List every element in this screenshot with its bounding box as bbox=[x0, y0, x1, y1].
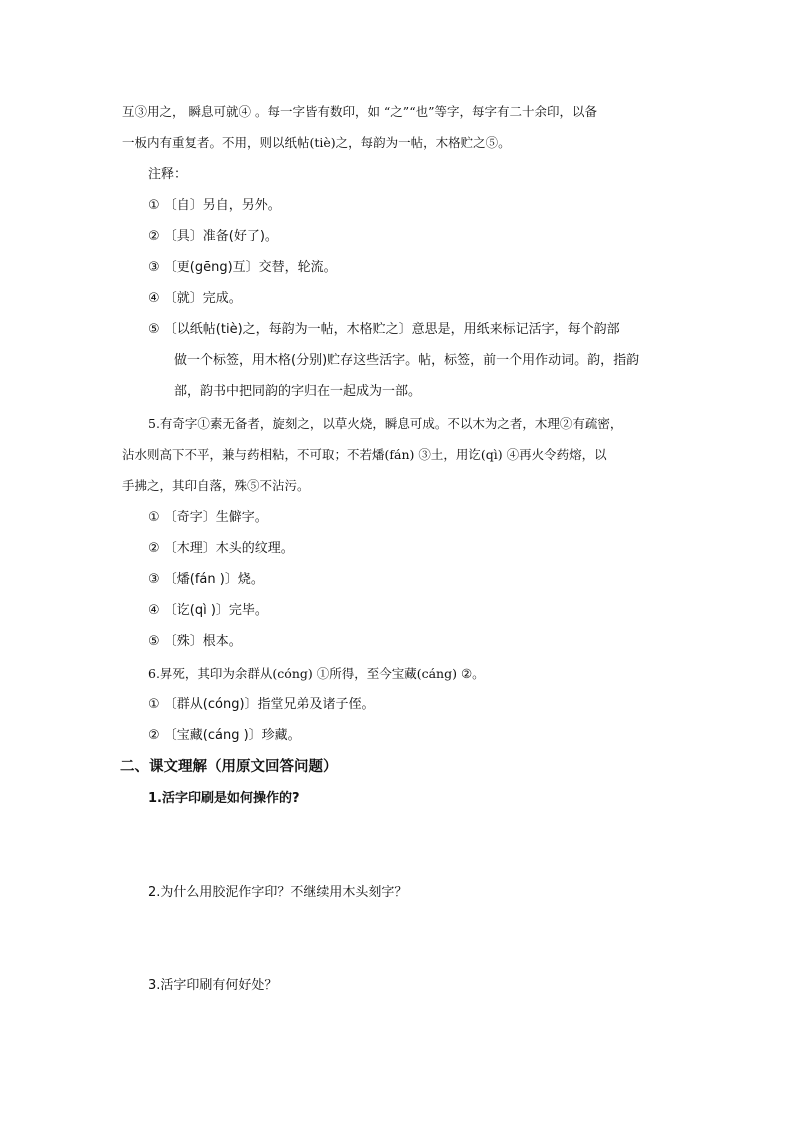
note-item: ② 〔宝藏(cáng )〕珍藏。 bbox=[148, 728, 301, 743]
note-item: ① 〔奇字〕生僻字。 bbox=[148, 510, 268, 525]
note-item: ① 〔群从(cóng)〕指堂兄弟及诸子侄。 bbox=[148, 697, 375, 712]
passage6-line1: 6.昇死，其印为余群从(cóng) ①所得，至今宝藏(cáng) ②。 bbox=[148, 666, 485, 681]
note-item: ④ 〔就〕完成。 bbox=[148, 291, 242, 306]
note-item: ① 〔自〕另自，另外。 bbox=[148, 198, 281, 213]
passage5-line1: 5.有奇字①素无备者，旋刻之，以草火烧，瞬息可成。不以木为之者，木理②有疏密， bbox=[148, 416, 623, 431]
passage5-line3: 手拂之，其印自落，殊⑤不沾污。 bbox=[122, 478, 310, 493]
passage4-line2: 一板内有重复者。不用，则以纸帖(tiè)之，每韵为一帖，木格贮之⑤。 bbox=[122, 135, 511, 150]
passage4-line1: 互③用之， 瞬息可就④ 。每一字皆有数印，如 “之”“也”等字，每字有二十余印，以备 bbox=[122, 104, 597, 119]
question-item: 3.活字印刷有何好处？ bbox=[148, 978, 278, 993]
question-item: 1.活字印刷是如何操作的? bbox=[148, 791, 300, 806]
note-item: ② 〔木理〕木头的纹理。 bbox=[148, 541, 294, 556]
question-item: 2.为什么用胶泥作字印？不继续用木头刻字？ bbox=[148, 885, 408, 900]
section-heading: 二、课文理解（用原文回答问题） bbox=[120, 759, 338, 775]
note-item: ③ 〔燔(fán )〕烧。 bbox=[148, 572, 264, 587]
note-item: ③ 〔更(gēng)互〕交替，轮流。 bbox=[148, 260, 337, 275]
note-item-continuation: 部，韵书中把同韵的字归在一起成为一部。 bbox=[174, 384, 422, 399]
passage5-line2: 沾水则高下不平，兼与药相粘，不可取；不若燔(fán) ③土，用讫(qì) ④再火令药熔，以 bbox=[122, 447, 607, 462]
note-item: ④ 〔讫(qì )〕完毕。 bbox=[148, 603, 268, 618]
note-item-continuation: 做一个标签，用木格(分别)贮存这些活字。帖，标签，前一个用作动词。韵，指韵 bbox=[174, 353, 640, 368]
notes-title: 注释： bbox=[148, 167, 188, 182]
note-item: ⑤ 〔殊〕根本。 bbox=[148, 634, 242, 649]
note-item: ⑤ 〔以纸帖(tiè)之，每韵为一帖，木格贮之〕意思是，用纸来标记活字，每个韵部 bbox=[148, 322, 620, 337]
note-item: ② 〔具〕准备(好了)。 bbox=[148, 229, 278, 244]
